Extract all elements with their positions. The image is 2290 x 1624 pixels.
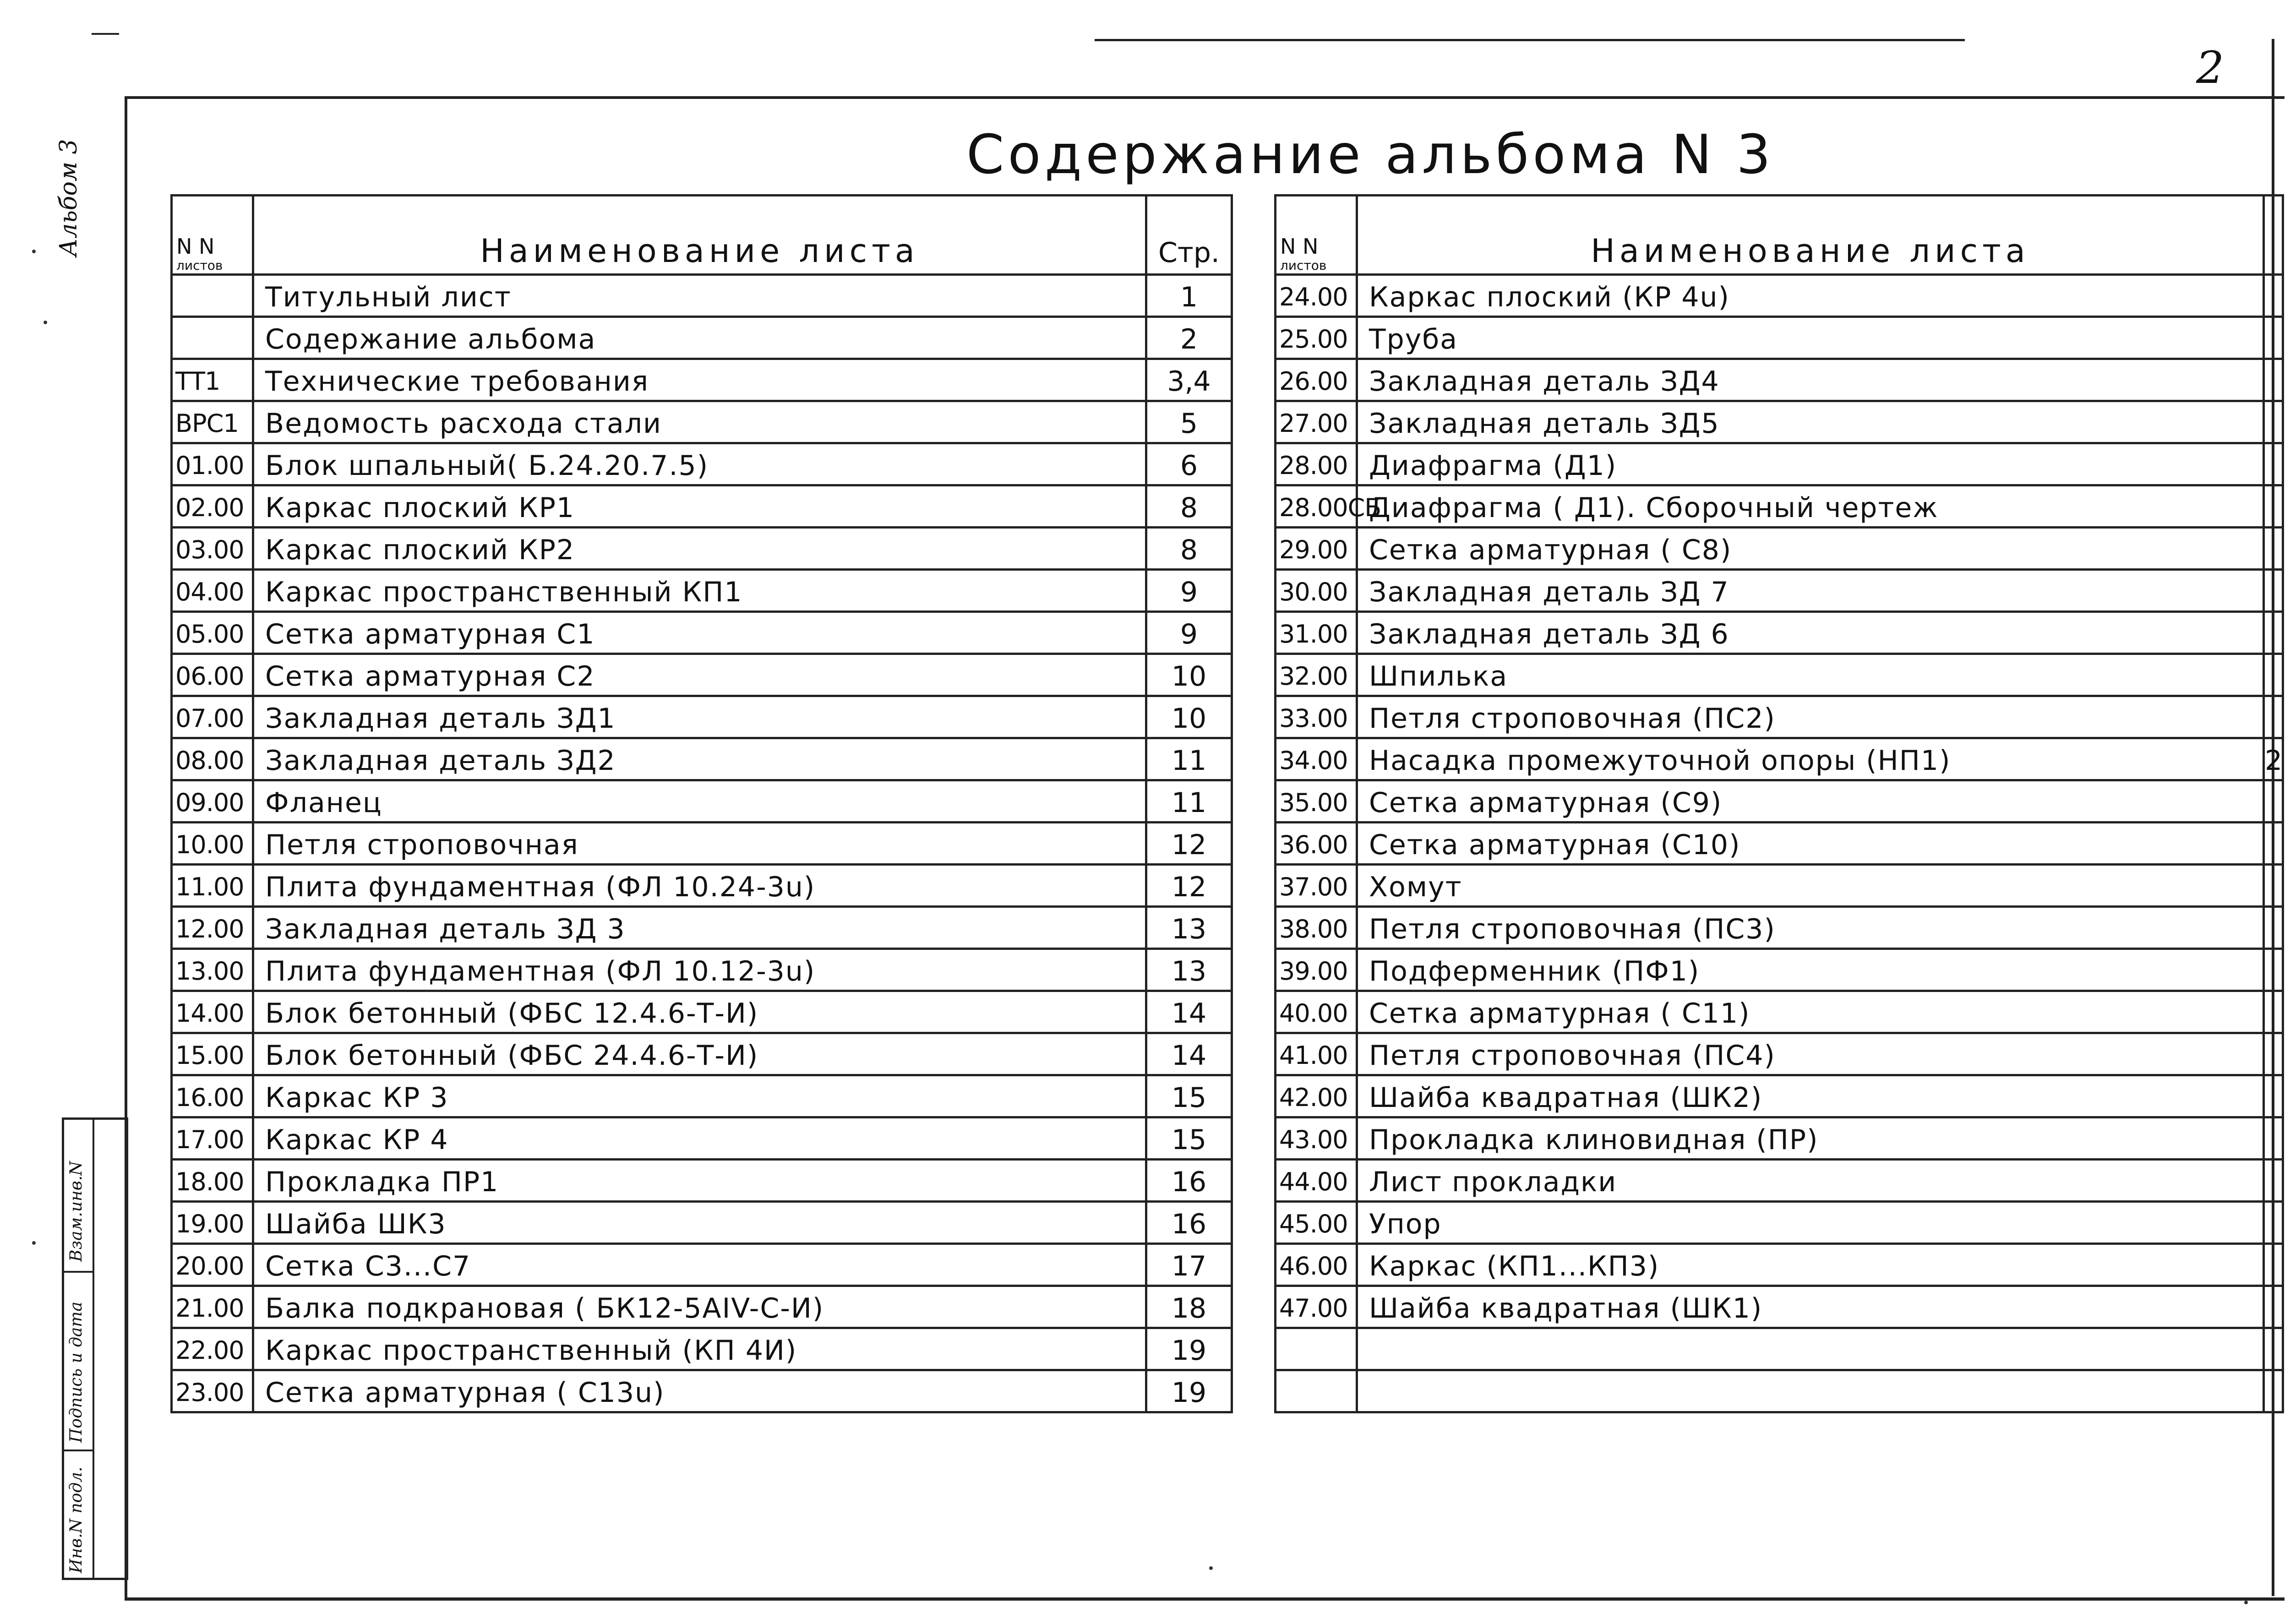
sheet-name (1357, 1370, 2264, 1412)
sheet-number: 01.00 (172, 443, 253, 485)
sheet-page: 16 (1146, 1202, 1232, 1244)
sheet-number: 08.00 (172, 738, 253, 780)
sheet-page: 15 (1146, 1117, 1232, 1160)
sheet-name: Петля строповочная (ПС4) (1357, 1033, 2264, 1075)
table-row (1276, 1033, 2283, 1075)
sheet-name: Закладная деталь ЗД1 (253, 696, 1146, 738)
sheet-name: Сетка С3...С7 (253, 1244, 1146, 1286)
sheet-name: Блок бетонный (ФБС 24.4.6-Т-И) (253, 1033, 1146, 1075)
document-title: Содержание альбома N 3 (966, 123, 1775, 186)
sheet-name: Каркас пространственный (КП 4И) (253, 1328, 1146, 1370)
table-row (1276, 1075, 2283, 1117)
sheet-page (2264, 1286, 2283, 1328)
sheet-number: 43.00 (1276, 1117, 1357, 1160)
header-page (2264, 196, 2283, 275)
table-row (1276, 1286, 2283, 1328)
sheet-page (2264, 1117, 2283, 1160)
sheet-name: Блок шпальный( Б.24.20.7.5) (253, 443, 1146, 485)
table-row (172, 780, 1232, 823)
sheet-page (2264, 991, 2283, 1033)
table-row (172, 991, 1232, 1033)
approval-stamp (62, 1117, 128, 1580)
table-header-row (172, 196, 1232, 275)
table-row (1276, 1244, 2283, 1286)
sheet-page: 12 (1146, 865, 1232, 907)
sheet-number: 40.00 (1276, 991, 1357, 1033)
table-row (172, 1370, 1232, 1412)
sheet-page (2264, 317, 2283, 359)
table-row (1276, 949, 2283, 991)
table-row (172, 949, 1232, 991)
sheet-page: 17 (1146, 1244, 1232, 1286)
sheet-name: Сетка арматурная ( С8) (1357, 528, 2264, 570)
sheet-page: 11 (1146, 738, 1232, 780)
sheet-name: Каркас плоский (КР 4u) (1357, 275, 2264, 317)
sheet-name: Закладная деталь ЗД2 (253, 738, 1146, 780)
table-row (1276, 991, 2283, 1033)
header-sheet-number (1276, 196, 1357, 275)
table-row (172, 485, 1232, 528)
sheet-name: Петля строповочная (ПС3) (1357, 907, 2264, 949)
table-row (1276, 443, 2283, 485)
sheet-number: 33.00 (1276, 696, 1357, 738)
sheet-page (2264, 528, 2283, 570)
table-header-row (1276, 196, 2283, 275)
table-row (1276, 907, 2283, 949)
sheet-page (2264, 275, 2283, 317)
sheet-number: 28.00 (1276, 443, 1357, 485)
sheet-number: 22.00 (172, 1328, 253, 1370)
scan-speck (32, 250, 36, 253)
sheet-page (2264, 1328, 2283, 1370)
table-row (172, 275, 1232, 317)
header-page: Стр. (1146, 196, 1232, 275)
sheet-number: 04.00 (172, 570, 253, 612)
sheet-number: ВРС1 (172, 401, 253, 443)
sheet-page (2264, 1244, 2283, 1286)
sheet-number: 07.00 (172, 696, 253, 738)
sheet-number: 25.00 (1276, 317, 1357, 359)
sheet-number: 35.00 (1276, 780, 1357, 823)
sheet-page: 10 (1146, 696, 1232, 738)
sheet-number: 41.00 (1276, 1033, 1357, 1075)
table-row (172, 1328, 1232, 1370)
sheet-page (2264, 1202, 2283, 1244)
table-row (1276, 401, 2283, 443)
sheet-page (2264, 696, 2283, 738)
sheet-name: Шайба квадратная (ШК1) (1357, 1286, 2264, 1328)
sheet-number: 34.00 (1276, 738, 1357, 780)
sheet-name: Труба (1357, 317, 2264, 359)
header-sheet-name: Наименование листа (1357, 196, 2264, 275)
sheet-name: Каркас пространственный КП1 (253, 570, 1146, 612)
sheet-number (1276, 1328, 1357, 1370)
sheet-page: 16 (1146, 1160, 1232, 1202)
header-sheet-number (172, 196, 253, 275)
table-row (1276, 1370, 2283, 1412)
sheet-name: Закладная деталь ЗД 7 (1357, 570, 2264, 612)
sheet-number: 32.00 (1276, 654, 1357, 696)
sheet-number: 45.00 (1276, 1202, 1357, 1244)
sheet-name: Титульный лист (253, 275, 1146, 317)
sheet-page: 13 (1146, 907, 1232, 949)
sheet-number: 09.00 (172, 780, 253, 823)
sheet-page (2264, 443, 2283, 485)
table-row (172, 865, 1232, 907)
sheet-page: 12 (1146, 823, 1232, 865)
sheet-name: Петля строповочная (ПС2) (1357, 696, 2264, 738)
sheet-name: Фланец (253, 780, 1146, 823)
sheet-number: 20.00 (172, 1244, 253, 1286)
sheet-page: 19 (1146, 1370, 1232, 1412)
sheet-page: 11 (1146, 780, 1232, 823)
sheet-number: 27.00 (1276, 401, 1357, 443)
scan-speck (32, 1241, 36, 1245)
sheet-number: 11.00 (172, 865, 253, 907)
table-row (172, 738, 1232, 780)
sheet-page (2264, 401, 2283, 443)
sheet-name: Закладная деталь ЗД 6 (1357, 612, 2264, 654)
sheet-number: 31.00 (1276, 612, 1357, 654)
table-row (172, 612, 1232, 654)
table-row (1276, 780, 2283, 823)
sheet-page: 13 (1146, 949, 1232, 991)
sheet-number: 17.00 (172, 1117, 253, 1160)
sheet-name: Прокладка ПР1 (253, 1160, 1146, 1202)
sheet-number: 16.00 (172, 1075, 253, 1117)
sheet-number: 38.00 (1276, 907, 1357, 949)
sheet-name: Блок бетонный (ФБС 12.4.6-Т-И) (253, 991, 1146, 1033)
table-row (172, 570, 1232, 612)
sheet-name: Сетка арматурная С2 (253, 654, 1146, 696)
table-row (172, 1160, 1232, 1202)
table-row (1276, 696, 2283, 738)
sheet-number: 47.00 (1276, 1286, 1357, 1328)
sheet-page: 1 (1146, 275, 1232, 317)
sheet-number: 30.00 (1276, 570, 1357, 612)
stamp-cell-signature: Подпись и дата (67, 1302, 86, 1443)
sheet-page: 2 (1146, 317, 1232, 359)
table-row (1276, 1328, 2283, 1370)
stamp-cell-replacement: Взам.инв.N (67, 1161, 86, 1262)
sheet-number: 39.00 (1276, 949, 1357, 991)
sheet-number: 46.00 (1276, 1244, 1357, 1286)
sheet-page: 10 (1146, 654, 1232, 696)
sheet-name: Каркас плоский КР1 (253, 485, 1146, 528)
sheet-name: Сетка арматурная (С10) (1357, 823, 2264, 865)
sheet-number: 12.00 (172, 907, 253, 949)
sheet-number: 18.00 (172, 1160, 253, 1202)
sheet-page: 9 (1146, 612, 1232, 654)
sheet-name: Технические требования (253, 359, 1146, 401)
sheet-page: 8 (1146, 528, 1232, 570)
album-side-label: Альбом 3 (55, 139, 82, 256)
sheet-name: Сетка арматурная ( С13u) (253, 1370, 1146, 1412)
sheet-number: 29.00 (1276, 528, 1357, 570)
sheet-number: 10.00 (172, 823, 253, 865)
sheet-name: Диафрагма ( Д1). Сборочный чертеж (1357, 485, 2264, 528)
table-row (1276, 823, 2283, 865)
table-row (1276, 865, 2283, 907)
sheet-number (1276, 1370, 1357, 1412)
sheet-page: 8 (1146, 485, 1232, 528)
sheet-number: 23.00 (172, 1370, 253, 1412)
sheet-name: Насадка промежуточной опоры (НП1) (1357, 738, 2264, 780)
table-row (172, 401, 1232, 443)
sheet-page (2264, 1160, 2283, 1202)
sheet-page (2264, 907, 2283, 949)
table-row (1276, 1202, 2283, 1244)
stamp-cell-inventory: Инв.N подл. (67, 1466, 86, 1573)
table-row (172, 907, 1232, 949)
table-row (1276, 528, 2283, 570)
table-row (1276, 485, 2283, 528)
sheet-name: Каркас КР 4 (253, 1117, 1146, 1160)
sheet-number: 44.00 (1276, 1160, 1357, 1202)
top-short-line (92, 33, 119, 35)
sheet-page (2264, 570, 2283, 612)
sheet-name (1357, 1328, 2264, 1370)
sheet-number: 19.00 (172, 1202, 253, 1244)
sheet-name: Каркас (КП1...КП3) (1357, 1244, 2264, 1286)
sheet-name: Каркас плоский КР2 (253, 528, 1146, 570)
sheet-number: 06.00 (172, 654, 253, 696)
table-row (172, 696, 1232, 738)
table-row (1276, 359, 2283, 401)
table-row (172, 1286, 1232, 1328)
sheet-page: 14 (1146, 991, 1232, 1033)
sheet-name: Шайба квадратная (ШК2) (1357, 1075, 2264, 1117)
sheet-name: Балка подкрановая ( БК12-5АIV-С-И) (253, 1286, 1146, 1328)
sheet-name: Петля строповочная (253, 823, 1146, 865)
table-row (1276, 275, 2283, 317)
table-row (1276, 612, 2283, 654)
sheet-name: Сетка арматурная ( С11) (1357, 991, 2264, 1033)
page-number: 2 (2196, 42, 2225, 93)
top-long-line (1095, 39, 1965, 41)
sheet-page (2264, 359, 2283, 401)
table-row (1276, 1160, 2283, 1202)
sheet-name: Содержание альбома (253, 317, 1146, 359)
sheet-name: Подферменник (ПФ1) (1357, 949, 2264, 991)
sheet-name: Закладная деталь ЗД 3 (253, 907, 1146, 949)
sheet-page (2264, 1033, 2283, 1075)
sheet-name: Шайба ШК3 (253, 1202, 1146, 1244)
sheet-page (2264, 1370, 2283, 1412)
sheet-page: 2 (2264, 738, 2283, 780)
sheet-page (2264, 1075, 2283, 1117)
contents-table-left (170, 194, 1233, 1413)
sheet-page: 3,4 (1146, 359, 1232, 401)
sheet-page: 18 (1146, 1286, 1232, 1328)
table-row (172, 654, 1232, 696)
sheet-page: 6 (1146, 443, 1232, 485)
table-row (1276, 738, 2283, 780)
sheet-page: 15 (1146, 1075, 1232, 1117)
table-row (172, 1033, 1232, 1075)
sheet-number (172, 317, 253, 359)
sheet-page (2264, 949, 2283, 991)
sheet-name: Закладная деталь ЗД5 (1357, 401, 2264, 443)
sheet-number: 03.00 (172, 528, 253, 570)
header-nn: N N листов (1280, 234, 1327, 273)
scan-speck (44, 321, 47, 324)
contents-table-right (1274, 194, 2284, 1413)
table-row (172, 528, 1232, 570)
scan-speck (1209, 1566, 1213, 1570)
sheet-number: 28.00СБ (1276, 485, 1357, 528)
sheet-number: 02.00 (172, 485, 253, 528)
sheet-name: Хомут (1357, 865, 2264, 907)
header-sheet-name: Наименование листа (253, 196, 1146, 275)
table-row (172, 1244, 1232, 1286)
sheet-number: 13.00 (172, 949, 253, 991)
sheet-number: 26.00 (1276, 359, 1357, 401)
sheet-page: 9 (1146, 570, 1232, 612)
sheet-name: Каркас КР 3 (253, 1075, 1146, 1117)
stamp-row-separator (64, 1271, 93, 1273)
sheet-page (2264, 485, 2283, 528)
stamp-column-separator (93, 1120, 94, 1578)
sheet-page (2264, 654, 2283, 696)
sheet-name: Плита фундаментная (ФЛ 10.24-3u) (253, 865, 1146, 907)
sheet-number: 24.00 (1276, 275, 1357, 317)
sheet-page: 19 (1146, 1328, 1232, 1370)
table-row (172, 1117, 1232, 1160)
stamp-row-separator (64, 1450, 93, 1451)
table-row (172, 1202, 1232, 1244)
sheet-number: ТТ1 (172, 359, 253, 401)
table-row (172, 359, 1232, 401)
table-row (1276, 570, 2283, 612)
sheet-name: Лист прокладки (1357, 1160, 2264, 1202)
sheet-page (2264, 612, 2283, 654)
table-row (172, 823, 1232, 865)
sheet-number: 42.00 (1276, 1075, 1357, 1117)
sheet-name: Сетка арматурная С1 (253, 612, 1146, 654)
sheet-page: 5 (1146, 401, 1232, 443)
sheet-name: Сетка арматурная (С9) (1357, 780, 2264, 823)
sheet-number: 21.00 (172, 1286, 253, 1328)
header-nn: N N листов (176, 234, 223, 273)
sheet-name: Прокладка клиновидная (ПР) (1357, 1117, 2264, 1160)
table-row (172, 443, 1232, 485)
table-row (1276, 654, 2283, 696)
sheet-name: Диафрагма (Д1) (1357, 443, 2264, 485)
sheet-page (2264, 865, 2283, 907)
sheet-number (172, 275, 253, 317)
sheet-number: 15.00 (172, 1033, 253, 1075)
sheet-name: Шпилька (1357, 654, 2264, 696)
sheet-name: Упор (1357, 1202, 2264, 1244)
table-row (1276, 317, 2283, 359)
scan-speck (2244, 1601, 2248, 1604)
table-row (1276, 1117, 2283, 1160)
table-row (172, 317, 1232, 359)
sheet-name: Закладная деталь ЗД4 (1357, 359, 2264, 401)
sheet-number: 37.00 (1276, 865, 1357, 907)
sheet-page (2264, 780, 2283, 823)
sheet-number: 36.00 (1276, 823, 1357, 865)
sheet-name: Плита фундаментная (ФЛ 10.12-3u) (253, 949, 1146, 991)
sheet-page: 14 (1146, 1033, 1232, 1075)
table-row (172, 1075, 1232, 1117)
sheet-name: Ведомость расхода стали (253, 401, 1146, 443)
sheet-number: 14.00 (172, 991, 253, 1033)
sheet-number: 05.00 (172, 612, 253, 654)
sheet-page (2264, 823, 2283, 865)
